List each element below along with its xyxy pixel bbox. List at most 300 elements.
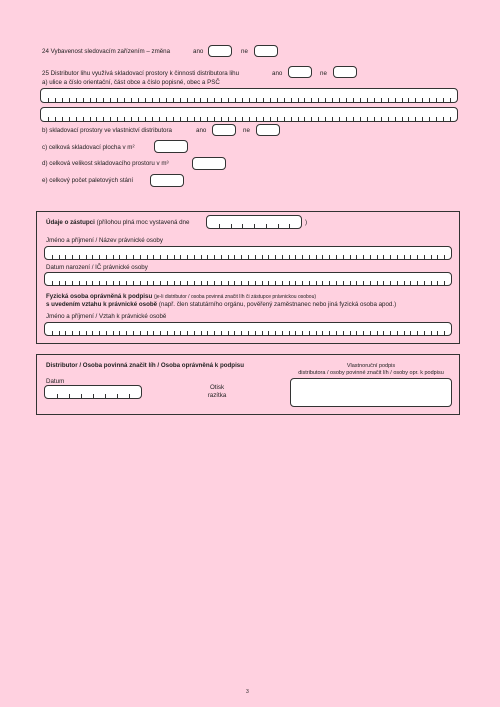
comb-tick	[126, 281, 127, 285]
comb-tick	[160, 255, 161, 259]
comb-tick	[388, 117, 389, 121]
comb-tick	[174, 281, 175, 285]
comb-tick	[332, 117, 333, 121]
comb-tick	[295, 255, 296, 259]
comb-tick	[325, 117, 326, 121]
comb-tick	[147, 281, 148, 285]
comb-tick	[356, 281, 357, 285]
comb-tick	[48, 98, 49, 102]
comb-tick	[397, 255, 398, 259]
comb-tick	[381, 117, 382, 121]
section-24-yes-checkbox[interactable]	[208, 45, 232, 57]
section-25d-label: d) celková velikost skladovacího prostoru v m³	[42, 160, 169, 167]
comb-tick	[436, 117, 437, 121]
comb-tick	[329, 281, 330, 285]
page-number: 3	[246, 689, 249, 695]
comb-tick	[255, 255, 256, 259]
comb-tick	[339, 117, 340, 121]
comb-tick	[429, 98, 430, 102]
comb-tick	[415, 98, 416, 102]
comb-tick	[278, 224, 279, 228]
comb-tick	[367, 98, 368, 102]
authorized-person-heading-2: s uvedením vztahu k právnické osobě	[46, 301, 158, 308]
comb-tick	[207, 98, 208, 102]
signature-date-label: Datum	[46, 378, 65, 385]
section-25-yes-checkbox[interactable]	[288, 66, 312, 78]
comb-tick	[153, 255, 154, 259]
comb-tick	[431, 331, 432, 335]
comb-tick	[266, 224, 267, 228]
comb-tick	[302, 255, 303, 259]
comb-tick	[248, 331, 249, 335]
comb-tick	[221, 255, 222, 259]
authorized-person-name-label: Jméno a příjmení / Vztah k právnické osobě	[46, 313, 167, 320]
signature-field[interactable]	[290, 378, 452, 407]
comb-tick	[129, 394, 130, 398]
signature-label-line-2: distributora / osoby povinné značit líh / osoby opr. k podpisu	[298, 370, 444, 376]
comb-tick	[295, 331, 296, 335]
comb-tick	[65, 331, 66, 335]
comb-tick	[228, 98, 229, 102]
comb-tick	[228, 281, 229, 285]
comb-tick	[140, 255, 141, 259]
comb-tick	[124, 98, 125, 102]
comb-tick	[187, 117, 188, 121]
comb-tick	[444, 255, 445, 259]
representative-dob-field[interactable]	[44, 272, 452, 286]
comb-tick	[415, 117, 416, 121]
comb-tick	[450, 117, 451, 121]
comb-tick	[187, 98, 188, 102]
comb-tick	[187, 255, 188, 259]
comb-tick	[377, 255, 378, 259]
comb-tick	[383, 331, 384, 335]
comb-tick	[437, 331, 438, 335]
comb-tick	[57, 394, 58, 398]
section-25-label: 25 Distributor lihu využívá skladovací prostory k činnosti distributora lihu	[42, 70, 240, 77]
comb-tick	[322, 331, 323, 335]
section-24-label: 24 Vybavenost sledovacím zařízením – změna	[42, 48, 171, 55]
comb-tick	[241, 281, 242, 285]
comb-tick	[443, 117, 444, 121]
comb-tick	[174, 331, 175, 335]
comb-tick	[65, 255, 66, 259]
comb-tick	[377, 281, 378, 285]
comb-tick	[353, 117, 354, 121]
comb-tick	[173, 98, 174, 102]
comb-tick	[374, 117, 375, 121]
comb-tick	[255, 331, 256, 335]
representative-heading-note: (přílohou plná moc vystavená dne	[96, 219, 190, 226]
comb-tick	[336, 331, 337, 335]
comb-tick	[201, 331, 202, 335]
comb-tick	[289, 281, 290, 285]
comb-tick	[106, 255, 107, 259]
comb-tick	[309, 331, 310, 335]
comb-tick	[332, 98, 333, 102]
comb-tick	[110, 98, 111, 102]
comb-tick	[79, 331, 80, 335]
comb-tick	[159, 117, 160, 121]
comb-tick	[302, 281, 303, 285]
comb-tick	[86, 255, 87, 259]
comb-tick	[221, 331, 222, 335]
comb-tick	[363, 331, 364, 335]
comb-tick	[83, 98, 84, 102]
comb-tick	[235, 98, 236, 102]
section-25-no-label: ne	[320, 70, 327, 77]
comb-tick	[126, 255, 127, 259]
section-25c-label: c) celková skladovací plocha v m²	[42, 144, 135, 151]
comb-tick	[325, 98, 326, 102]
comb-tick	[160, 281, 161, 285]
comb-tick	[180, 255, 181, 259]
comb-tick	[140, 281, 141, 285]
storage-volume-input[interactable]	[192, 157, 226, 170]
comb-tick	[167, 281, 168, 285]
comb-tick	[395, 117, 396, 121]
comb-tick	[329, 331, 330, 335]
pallet-count-input[interactable]	[150, 174, 184, 187]
comb-tick	[249, 117, 250, 121]
comb-tick	[99, 255, 100, 259]
representative-heading-close: )	[305, 219, 308, 226]
comb-tick	[86, 331, 87, 335]
comb-tick	[282, 331, 283, 335]
comb-tick	[117, 117, 118, 121]
comb-tick	[422, 98, 423, 102]
comb-tick	[153, 281, 154, 285]
comb-tick	[235, 117, 236, 121]
comb-tick	[254, 224, 255, 228]
signature-label-line-1: Vlastnoruční podpis	[346, 363, 396, 369]
comb-tick	[370, 255, 371, 259]
comb-tick	[444, 281, 445, 285]
comb-tick	[289, 331, 290, 335]
comb-tick	[397, 331, 398, 335]
representative-heading-row	[46, 219, 189, 227]
stamp-label-line-2: razítka	[207, 392, 227, 399]
comb-tick	[174, 255, 175, 259]
comb-tick	[119, 331, 120, 335]
comb-tick	[262, 255, 263, 259]
comb-tick	[256, 98, 257, 102]
comb-tick	[103, 117, 104, 121]
comb-tick	[263, 117, 264, 121]
section-25b-yes-checkbox[interactable]	[212, 124, 236, 136]
comb-tick	[277, 117, 278, 121]
comb-tick	[48, 117, 49, 121]
comb-tick	[248, 281, 249, 285]
comb-tick	[241, 255, 242, 259]
comb-tick	[388, 98, 389, 102]
comb-tick	[126, 331, 127, 335]
comb-tick	[424, 281, 425, 285]
comb-tick	[397, 281, 398, 285]
comb-tick	[221, 117, 222, 121]
comb-tick	[367, 117, 368, 121]
comb-tick	[390, 281, 391, 285]
comb-tick	[106, 281, 107, 285]
comb-tick	[262, 331, 263, 335]
comb-tick	[318, 117, 319, 121]
comb-tick	[437, 281, 438, 285]
comb-tick	[103, 98, 104, 102]
comb-tick	[404, 331, 405, 335]
comb-tick	[248, 255, 249, 259]
comb-tick	[270, 117, 271, 121]
comb-tick	[410, 331, 411, 335]
comb-tick	[113, 255, 114, 259]
comb-tick	[90, 98, 91, 102]
comb-tick	[124, 117, 125, 121]
section-24-yes-label: ano	[193, 48, 204, 55]
comb-tick	[194, 255, 195, 259]
authorized-person-heading-row	[46, 293, 316, 301]
comb-tick	[242, 98, 243, 102]
comb-tick	[282, 281, 283, 285]
comb-tick	[194, 117, 195, 121]
comb-tick	[221, 98, 222, 102]
comb-tick	[404, 281, 405, 285]
comb-tick	[268, 255, 269, 259]
comb-tick	[200, 117, 201, 121]
comb-tick	[180, 117, 181, 121]
comb-tick	[304, 117, 305, 121]
comb-tick	[140, 331, 141, 335]
section-25b-no-checkbox[interactable]	[256, 124, 280, 136]
comb-tick	[131, 98, 132, 102]
comb-tick	[263, 98, 264, 102]
comb-tick	[52, 281, 53, 285]
comb-tick	[167, 331, 168, 335]
address-field-line-2[interactable]	[40, 107, 458, 122]
comb-tick	[194, 281, 195, 285]
comb-tick	[214, 255, 215, 259]
comb-tick	[131, 117, 132, 121]
comb-tick	[424, 255, 425, 259]
representative-name-field[interactable]	[44, 246, 452, 260]
comb-tick	[52, 331, 53, 335]
comb-tick	[295, 281, 296, 285]
comb-tick	[304, 98, 305, 102]
comb-tick	[350, 331, 351, 335]
comb-tick	[363, 255, 364, 259]
comb-tick	[145, 98, 146, 102]
comb-tick	[55, 98, 56, 102]
comb-tick	[291, 98, 292, 102]
section-24-no-checkbox[interactable]	[254, 45, 278, 57]
comb-tick	[207, 281, 208, 285]
comb-tick	[214, 117, 215, 121]
comb-tick	[268, 281, 269, 285]
comb-tick	[234, 281, 235, 285]
section-25-yes-label: ano	[272, 70, 283, 77]
comb-tick	[110, 117, 111, 121]
comb-tick	[207, 331, 208, 335]
comb-tick	[228, 117, 229, 121]
comb-tick	[81, 394, 82, 398]
comb-tick	[65, 281, 66, 285]
comb-tick	[221, 281, 222, 285]
comb-tick	[166, 117, 167, 121]
comb-tick	[200, 98, 201, 102]
comb-tick	[255, 281, 256, 285]
comb-tick	[76, 98, 77, 102]
comb-tick	[402, 98, 403, 102]
comb-tick	[275, 255, 276, 259]
comb-tick	[234, 331, 235, 335]
section-25b-yes-label: ano	[196, 127, 207, 134]
section-24-no-label: ne	[241, 48, 248, 55]
storage-area-input[interactable]	[154, 140, 188, 153]
comb-tick	[138, 117, 139, 121]
comb-tick	[282, 255, 283, 259]
comb-tick	[69, 394, 70, 398]
comb-tick	[76, 117, 77, 121]
comb-tick	[322, 281, 323, 285]
comb-tick	[69, 117, 70, 121]
comb-tick	[302, 331, 303, 335]
comb-tick	[96, 98, 97, 102]
comb-tick	[436, 98, 437, 102]
address-field-line-1[interactable]	[40, 88, 458, 103]
comb-tick	[268, 331, 269, 335]
comb-tick	[59, 331, 60, 335]
comb-tick	[59, 255, 60, 259]
comb-tick	[194, 98, 195, 102]
comb-tick	[408, 117, 409, 121]
comb-tick	[117, 394, 118, 398]
comb-tick	[284, 117, 285, 121]
comb-tick	[241, 331, 242, 335]
comb-tick	[152, 98, 153, 102]
comb-tick	[187, 281, 188, 285]
comb-tick	[370, 281, 371, 285]
signature-heading: Distributor / Osoba povinná značit líh / Osoba oprávněná k podpisu	[46, 362, 245, 369]
comb-tick	[180, 281, 181, 285]
comb-tick	[187, 331, 188, 335]
authorized-person-heading: Fyzická osoba oprávněná k podpisu	[46, 293, 153, 300]
comb-tick	[336, 281, 337, 285]
comb-tick	[363, 281, 364, 285]
representative-dob-label: Datum narození / IČ právnické osoby	[46, 264, 148, 271]
comb-tick	[309, 255, 310, 259]
comb-tick	[289, 255, 290, 259]
comb-tick	[350, 255, 351, 259]
comb-tick	[360, 98, 361, 102]
comb-tick	[133, 255, 134, 259]
comb-tick	[92, 331, 93, 335]
authorized-person-name-field[interactable]	[44, 322, 452, 336]
comb-tick	[147, 255, 148, 259]
comb-tick	[377, 331, 378, 335]
comb-tick	[443, 98, 444, 102]
signature-date-field[interactable]	[44, 385, 142, 399]
authorized-person-heading-row-2	[46, 301, 396, 309]
comb-tick	[219, 224, 220, 228]
comb-tick	[309, 281, 310, 285]
comb-tick	[343, 281, 344, 285]
comb-tick	[322, 255, 323, 259]
comb-tick	[343, 331, 344, 335]
comb-tick	[311, 98, 312, 102]
comb-tick	[356, 331, 357, 335]
comb-tick	[93, 394, 94, 398]
comb-tick	[228, 331, 229, 335]
comb-tick	[83, 117, 84, 121]
comb-tick	[311, 117, 312, 121]
section-25b-no-label: ne	[243, 127, 250, 134]
authorized-person-note-2: (např. člen statutárního orgánu, pověřený zaměstnanec nebo jiná fyzická osoba apod.)	[158, 301, 397, 308]
comb-tick	[353, 98, 354, 102]
comb-tick	[370, 331, 371, 335]
comb-tick	[329, 255, 330, 259]
comb-tick	[160, 331, 161, 335]
comb-tick	[346, 98, 347, 102]
comb-tick	[291, 117, 292, 121]
comb-tick	[119, 255, 120, 259]
representative-heading: Údaje o zástupci	[46, 219, 95, 226]
comb-tick	[207, 255, 208, 259]
comb-tick	[231, 224, 232, 228]
comb-tick	[242, 224, 243, 228]
comb-tick	[133, 281, 134, 285]
comb-tick	[356, 255, 357, 259]
comb-tick	[390, 255, 391, 259]
comb-tick	[402, 117, 403, 121]
comb-tick	[431, 281, 432, 285]
comb-tick	[316, 255, 317, 259]
comb-tick	[346, 117, 347, 121]
comb-tick	[72, 255, 73, 259]
comb-tick	[360, 117, 361, 121]
comb-tick	[133, 331, 134, 335]
representative-name-label: Jméno a příjmení / Název právnické osoby	[46, 237, 163, 244]
comb-tick	[201, 281, 202, 285]
comb-tick	[234, 255, 235, 259]
comb-tick	[96, 117, 97, 121]
comb-tick	[383, 255, 384, 259]
comb-tick	[145, 117, 146, 121]
comb-tick	[119, 281, 120, 285]
comb-tick	[214, 331, 215, 335]
comb-tick	[207, 117, 208, 121]
comb-tick	[159, 98, 160, 102]
comb-tick	[270, 98, 271, 102]
comb-tick	[113, 331, 114, 335]
comb-tick	[105, 394, 106, 398]
comb-tick	[166, 98, 167, 102]
comb-tick	[343, 255, 344, 259]
comb-tick	[194, 331, 195, 335]
comb-tick	[180, 331, 181, 335]
comb-tick	[55, 117, 56, 121]
power-of-attorney-date-field[interactable]	[206, 215, 302, 229]
comb-tick	[408, 98, 409, 102]
comb-tick	[72, 281, 73, 285]
comb-tick	[228, 255, 229, 259]
comb-tick	[79, 281, 80, 285]
comb-tick	[417, 255, 418, 259]
comb-tick	[79, 255, 80, 259]
comb-tick	[59, 281, 60, 285]
comb-tick	[62, 117, 63, 121]
comb-tick	[72, 331, 73, 335]
section-25-no-checkbox[interactable]	[333, 66, 357, 78]
comb-tick	[374, 98, 375, 102]
comb-tick	[289, 224, 290, 228]
